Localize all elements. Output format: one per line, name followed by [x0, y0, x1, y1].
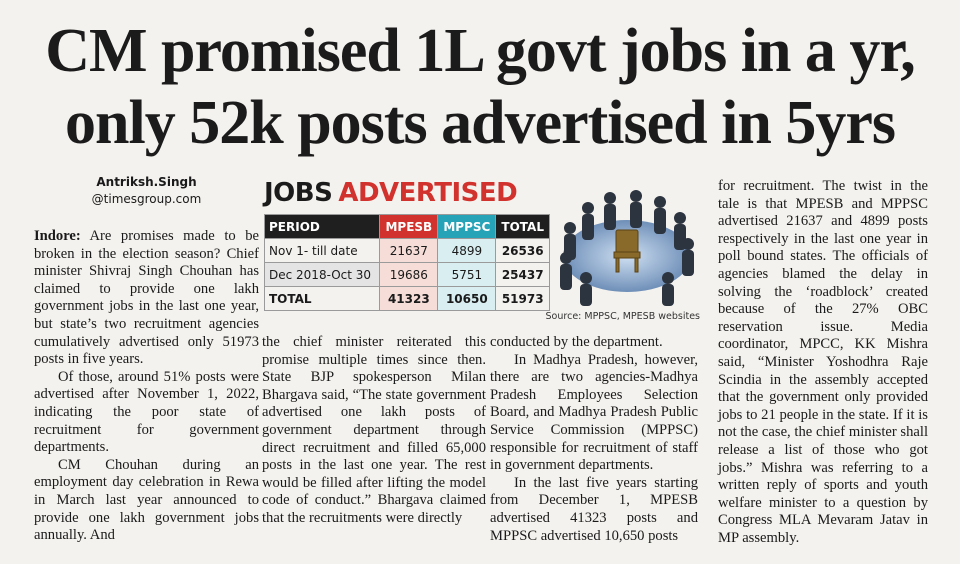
- cell-total: 51973: [496, 287, 550, 311]
- infobox-title-part2: ADVERTISED: [338, 178, 518, 208]
- header-period: PERIOD: [265, 215, 380, 239]
- cell-mpesb: 21637: [380, 239, 438, 263]
- cell-mppsc: 5751: [438, 263, 496, 287]
- infobox-title-part1: JOBS: [264, 178, 333, 208]
- cell-mppsc: 4899: [438, 239, 496, 263]
- infobox-title: [264, 178, 517, 208]
- article-paragraph: CM Chouhan during an employment day celebration in Rewa in March last year announced to provide one lakh government jobs annually. And: [34, 456, 259, 544]
- cell-period: Dec 2018-Oct 30: [265, 263, 380, 287]
- cell-mppsc: 10650: [438, 287, 496, 311]
- article-paragraph: In Madhya Pradesh, however, there are two agencies-Madhya Pradesh Employees Selection Board, and Madhya Pradesh Public Service Commission (MPPSC) responsible for recruitment of staff in government departments.: [490, 351, 698, 474]
- header-mppsc: MPPSC: [438, 215, 496, 239]
- cell-total: 26536: [496, 239, 550, 263]
- article-paragraph: [34, 228, 259, 369]
- article-column-4: [718, 178, 928, 547]
- article-paragraph: for recruitment. The twist in the tale is that MPESB and MPPSC advertised 21637 and 4899 posts respectively in the last one year in poll bound states. The officials of agencies blamed the delay in solving the ‘roadblock’ created because of the 27% OBC reservation issue. Media coordinator, MPCC, KK Mishra said, “Minister Yoshodhra Raje Scindia in the assembly accepted that the government only provided jobs to 21 people in the state. If it is not the case, the chief minister shall release a list of those who got jobs.” Mishra was referring to a written reply of sports and youth welfare minister to a question by Congress MLA Mevaram Jatav in MP assembly.: [718, 178, 928, 546]
- header-total: TOTAL: [496, 215, 550, 239]
- table-row: [265, 263, 550, 287]
- cell-mpesb: 41323: [380, 287, 438, 311]
- article-column-3: [490, 334, 698, 545]
- dateline: Indore:: [34, 228, 81, 244]
- article-paragraph: conducted by the department.: [490, 334, 663, 350]
- article-paragraph: Of those, around 51% posts were advertised after November 1, 2022, indicating the poor state of recruitment for government departments.: [34, 368, 259, 456]
- jobs-advertised-infobox: [262, 174, 702, 324]
- byline: [34, 174, 259, 208]
- infobox-source: Source: MPPSC, MPESB websites: [545, 311, 700, 322]
- author-name: Antriksh.Singh: [96, 175, 197, 189]
- people-around-chair-illustration: [552, 178, 702, 308]
- table-total-row: [265, 287, 550, 311]
- cell-total: 25437: [496, 263, 550, 287]
- article-column-1: [34, 228, 259, 545]
- jobs-table: [264, 214, 550, 311]
- header-mpesb: MPESB: [380, 215, 438, 239]
- cell-mpesb: 19686: [380, 263, 438, 287]
- article-paragraph: the chief minister reiterated this promise multiple times since then. State BJP spokesperson Milan Bhargava said, “The state government advertised one lakh posts of government department through direct recruitment and filled 65,000 posts in the last one year. The rest would be filled after lifting the model code of conduct.” Bhargava claimed that the recruitments were directly: [262, 334, 486, 526]
- cell-period: TOTAL: [265, 287, 380, 311]
- table-row: [265, 239, 550, 263]
- table-header-row: [265, 215, 550, 239]
- article-paragraph: In the last five years starting from December 1, MPESB advertised 41323 posts and MPPSC advertised 10,650 posts: [490, 474, 698, 544]
- cell-period: Nov 1- till date: [265, 239, 380, 263]
- headline-line-1: CM promised 1L govt jobs in a yr,: [45, 17, 915, 85]
- article-column-2: [262, 334, 486, 528]
- headline-line-2: only 52k posts advertised in 5yrs: [65, 89, 895, 157]
- paragraph-text: Are promises made to be broken in the election season? Chief minister Shivraj Singh Chouhan has claimed to provide one lakh government jobs in the last one year, but state’s two recruitment agencies cumulatively advertised only 51973 posts in five years.: [34, 228, 259, 368]
- author-email: @timesgroup.com: [91, 192, 202, 206]
